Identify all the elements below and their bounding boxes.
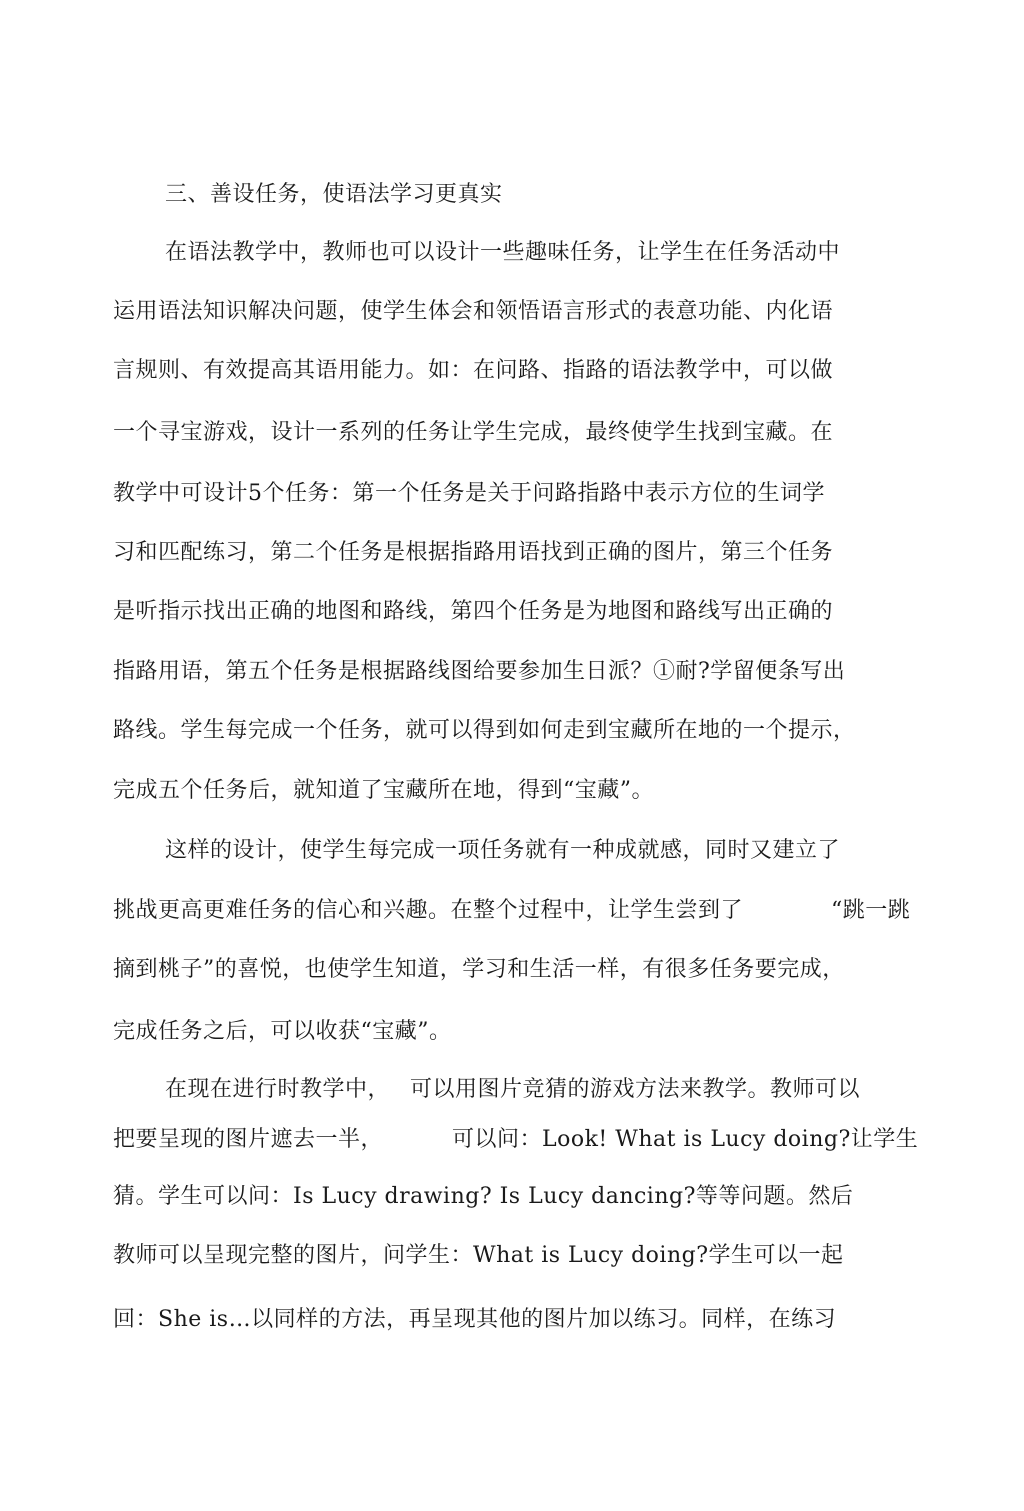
paragraph-line: 是听指示找出正确的地图和路线，第四个任务是为地图和路线写出正确的 [113,599,834,624]
paragraph-line: 在语法教学中，教师也可以设计一些趣味任务，让学生在任务活动中 [165,240,841,265]
paragraph-line: 教学中可设计5个任务：第一个任务是关于问路指路中表示方位的生词学 [113,481,825,506]
paragraph-line: 猜。学生可以问：Is Lucy drawing? Is Lucy dancing?等等问题。然后 [113,1184,854,1209]
paragraph-line: 言规则、有效提高其语用能力。如：在问路、指路的语法教学中，可以做 [113,358,834,383]
paragraph-line: 把要呈现的图片遮去一半， [113,1127,384,1152]
section-heading: 三、善设任务，使语法学习更真实 [165,182,503,207]
paragraph-line: 这样的设计，使学生每完成一项任务就有一种成就感，同时又建立了 [165,838,841,863]
paragraph-line-fragment: 可以用图片竞猜的游戏方法来教学。教师可以 [410,1077,861,1102]
paragraph-line: 完成任务之后，可以收获“宝藏”。 [113,1019,452,1044]
paragraph-line-fragment: “跳一跳 [831,898,911,923]
paragraph-line: 路线。学生每完成一个任务，就可以得到如何走到宝藏所在地的一个提示， [113,718,856,743]
paragraph-line: 挑战更高更难任务的信心和兴趣。在整个过程中，让学生尝到了 [113,898,744,923]
paragraph-line: 在现在进行时教学中， [165,1077,391,1102]
paragraph-line: 回：She is…以同样的方法，再呈现其他的图片加以练习。同样，在练习 [113,1307,837,1332]
paragraph-line: 一个寻宝游戏，设计一系列的任务让学生完成，最终使学生找到宝藏。在 [113,420,834,445]
paragraph-line-fragment: 可以问：Look! What is Lucy doing?让学生 [452,1127,919,1152]
paragraph-line: 习和匹配练习，第二个任务是根据指路用语找到正确的图片，第三个任务 [113,540,834,565]
paragraph-line: 完成五个任务后，就知道了宝藏所在地，得到“宝藏”。 [113,778,654,803]
paragraph-line: 摘到桃子”的喜悦，也使学生知道，学习和生活一样，有很多任务要完成， [113,957,845,982]
paragraph-line: 指路用语，第五个任务是根据路线图给要参加生日派？①耐?学留便条写出 [113,659,846,684]
paragraph-line: 教师可以呈现完整的图片，问学生：What is Lucy doing?学生可以一起 [113,1243,844,1268]
paragraph-line: 运用语法知识解决问题，使学生体会和领悟语言形式的表意功能、内化语 [113,299,834,324]
